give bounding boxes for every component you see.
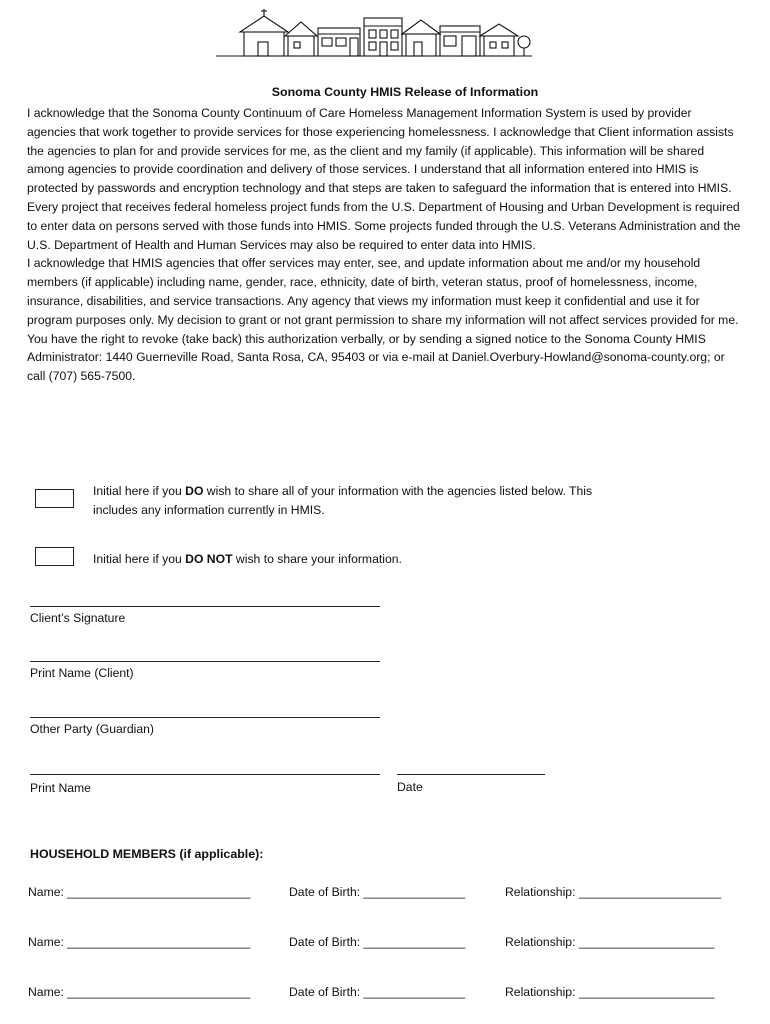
client-signature-line[interactable] [30, 606, 380, 607]
share-initial-box[interactable] [35, 489, 74, 508]
print-name-client-line[interactable] [30, 661, 380, 662]
no-share-option-text: Initial here if you DO NOT wish to share your information. [93, 552, 402, 566]
date-label: Date [397, 780, 423, 794]
share-emphasis: DO [185, 484, 204, 498]
other-party-label: Other Party (Guardian) [30, 722, 154, 736]
print-name-line[interactable] [30, 774, 380, 775]
household-dob-field[interactable]: Date of Birth: _______________ [289, 935, 466, 949]
no-share-emphasis: DO NOT [185, 552, 233, 566]
paragraph-agencies: I acknowledge that HMIS agencies that offer services may enter, see, and update information about me and/or my household members (if applicable) including name, gender, race, ethnicity, date of birth, veteran status, proof of homelessness, income, insurance, disabilities, and service transactions. Any agency that views my information must keep it confidential and use it for program purposes only. My decision to grant or not grant permission to share my information will not affect services provided for me. You have the right to revoke (take back) this authorization verbally, or by sending a signed notice to the Sonoma County HMIS Administrator: 1440 Guerneville Road, Santa Rosa, CA, 95403 or via e-mail at Daniel.Overbury-Howland@sonoma-county.org; or call (707) 565-7500. [27, 256, 739, 384]
client-signature-label: Client’s Signature [30, 611, 126, 625]
consent-body [27, 104, 743, 386]
household-relationship-field[interactable]: Relationship: ____________________ [505, 985, 715, 999]
page-title: Sonoma County HMIS Release of Information [271, 85, 539, 99]
no-share-initial-box[interactable] [35, 547, 74, 566]
household-name-field[interactable]: Name: ___________________________ [28, 985, 251, 999]
paragraph-acknowledge: I acknowledge that the Sonoma County Continuum of Care Homeless Management Information System is used by provider agencies that work together to provide services for those experiencing homelessness. I acknowledge that Client information assists the agencies to plan for and provide services for me, as the client and my family (if applicable). This information will be shared among agencies to provide coordination and delivery of those services. I understand that all information entered into HMIS is protected by passwords and encryption technology and that steps are taken to safeguard the information that is entered into HMIS. [27, 106, 734, 196]
other-party-line[interactable] [30, 717, 380, 718]
household-dob-field[interactable]: Date of Birth: _______________ [289, 985, 466, 999]
share-option-text: Initial here if you DO wish to share all of your information with the agencies listed below. This includes any information currently in HMIS. [93, 484, 593, 517]
print-name-client-label: Print Name (Client) [30, 666, 134, 680]
household-relationship-field[interactable]: Relationship: ____________________ [505, 935, 715, 949]
household-relationship-field[interactable]: Relationship: _____________________ [505, 885, 722, 899]
household-title: HOUSEHOLD MEMBERS (if applicable): [30, 847, 264, 861]
household-dob-field[interactable]: Date of Birth: _______________ [289, 885, 466, 899]
paragraph-federal-funds: Every project that receives federal homeless project funds from the U.S. Department of Housing and Urban Development is required to enter data on persons served with those funds into HMIS. Some projects funded through the U.S. Veterans Administration and the U.S. Department of Health and Human Services may also be required to enter data into HMIS. [27, 199, 741, 252]
town-buildings-logo [214, 8, 534, 60]
date-line[interactable] [397, 774, 545, 775]
household-name-field[interactable]: Name: ___________________________ [28, 885, 251, 899]
print-name-label: Print Name [30, 781, 91, 795]
household-name-field[interactable]: Name: ___________________________ [28, 935, 251, 949]
